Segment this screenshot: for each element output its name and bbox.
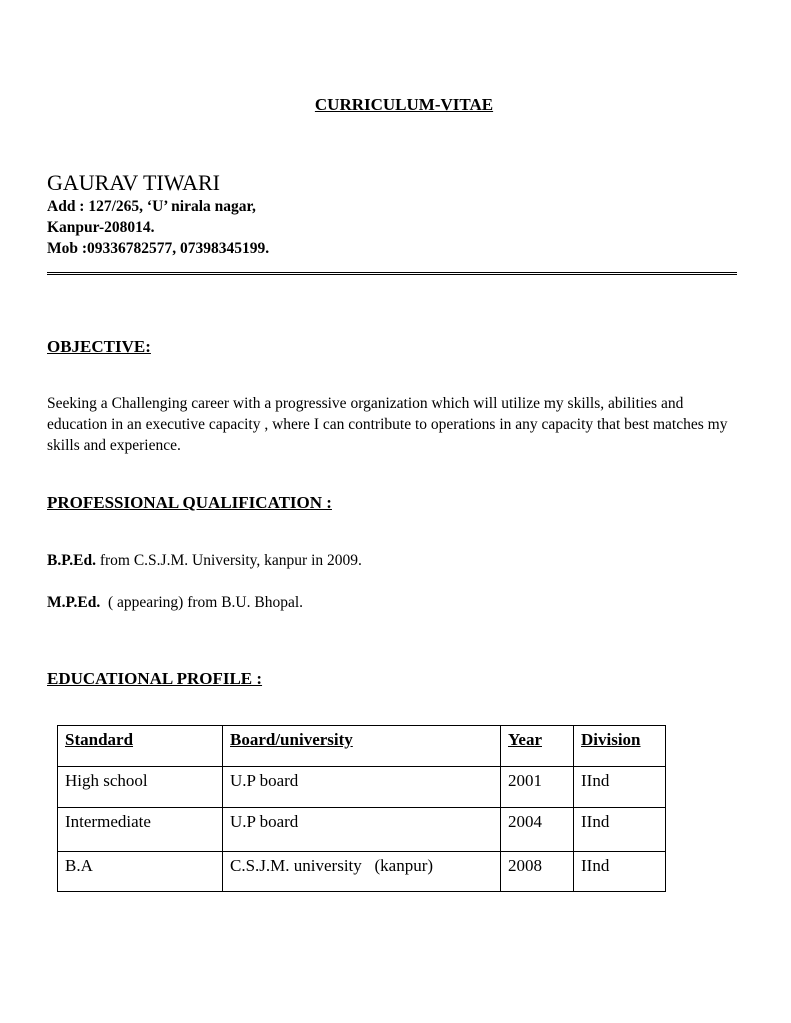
cell-year: 2008 <box>501 852 574 892</box>
document-title: CURRICULUM-VITAE <box>314 95 494 114</box>
mobile-numbers: Mob :09336782577, 07398345199. <box>47 240 270 257</box>
qualification-detail: from C.S.J.M. University, kanpur in 2009. <box>95 552 362 569</box>
table-header-row <box>58 726 666 767</box>
qualification-degree: B.P.Ed. <box>47 552 96 569</box>
cell-division: IInd <box>574 767 666 808</box>
cell-division: IInd <box>574 852 666 892</box>
cell-standard: B.A <box>58 852 223 892</box>
cell-year: 2001 <box>501 767 574 808</box>
header-divider <box>47 272 737 275</box>
cell-standard: High school <box>58 767 223 808</box>
table-row <box>58 852 666 892</box>
objective-heading: OBJECTIVE: <box>47 337 151 356</box>
objective-text: Seeking a Challenging career with a progressive organization which will utilize my skills, abilities and education in an executive capacity , where I can contribute to operations in any capacity that best matches my skills and experience. <box>47 395 728 454</box>
cell-board: U.P board <box>223 808 501 852</box>
education-table <box>57 725 666 892</box>
cell-board: U.P board <box>223 767 501 808</box>
cell-year: 2004 <box>501 808 574 852</box>
qualification-item <box>47 552 362 570</box>
column-header-standard: Standard <box>58 726 223 767</box>
table-row <box>58 767 666 808</box>
qualification-degree: M.P.Ed. <box>47 594 101 611</box>
education-heading: EDUCATIONAL PROFILE : <box>47 669 263 688</box>
candidate-name: GAURAV TIWARI <box>47 170 220 195</box>
address-line-1: Add : 127/265, ‘U’ nirala nagar, <box>47 198 256 215</box>
cell-division: IInd <box>574 808 666 852</box>
table-row <box>58 808 666 852</box>
address-line-2: Kanpur-208014. <box>47 219 155 236</box>
column-header-division: Division <box>574 726 666 767</box>
qualification-heading: PROFESSIONAL QUALIFICATION : <box>47 493 332 512</box>
cell-board: C.S.J.M. university (kanpur) <box>223 852 501 892</box>
cell-standard: Intermediate <box>58 808 223 852</box>
column-header-year: Year <box>501 726 574 767</box>
qualification-item <box>47 594 303 612</box>
qualification-detail: ( appearing) from B.U. Bhopal. <box>100 594 304 611</box>
column-header-board: Board/university <box>223 726 501 767</box>
